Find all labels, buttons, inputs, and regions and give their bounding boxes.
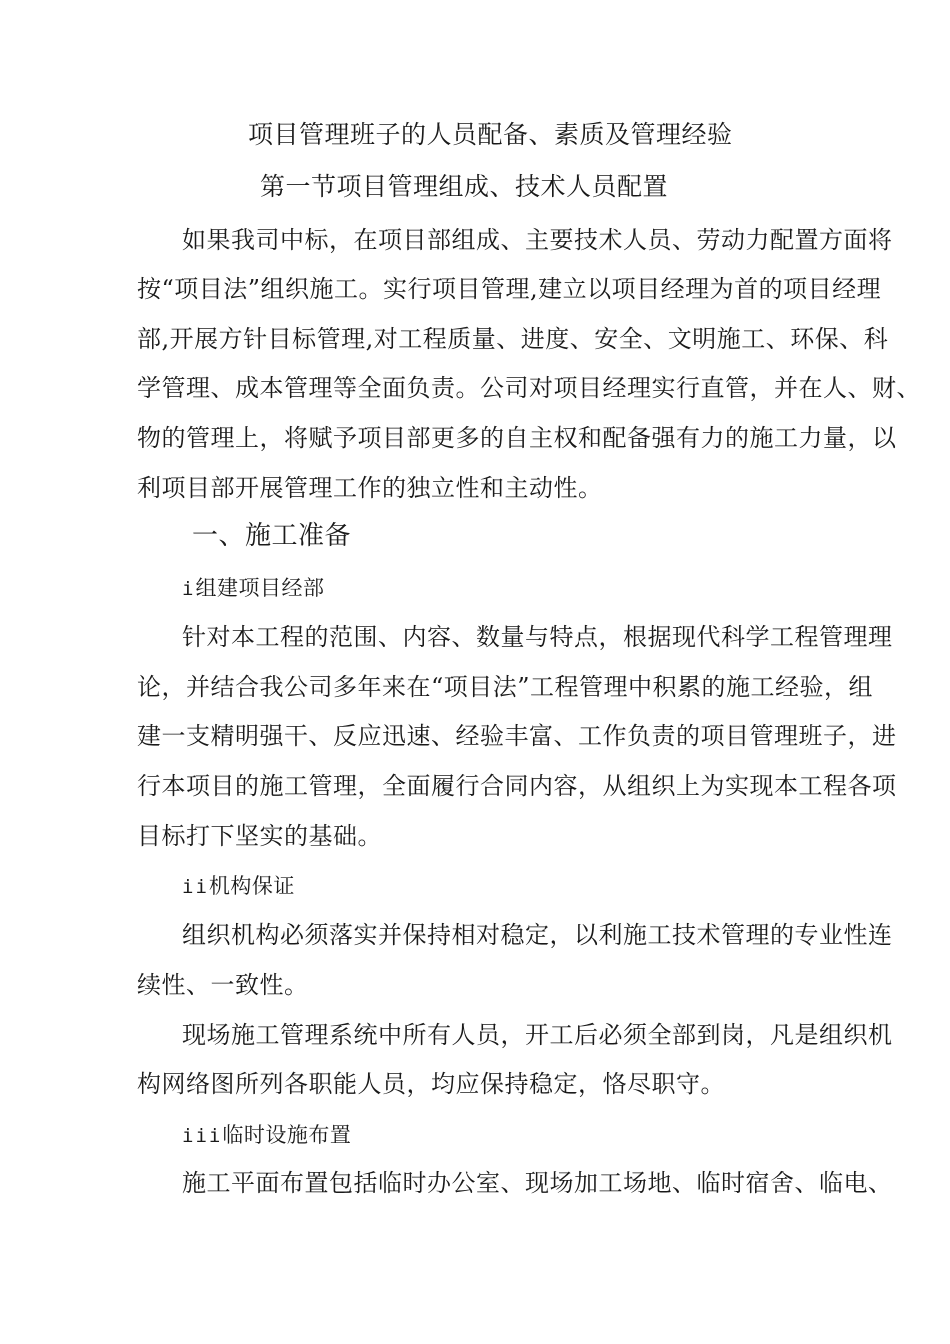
intro-line: 学管理、成本管理等全面负责。公司对项目经理实行直管，并在人、财、 [137,374,921,402]
paragraph-line: 组织机构必须落实并保持相对稳定，以利施工技术管理的专业性连 [182,921,893,949]
paragraph-line: 续性、一致性。 [137,971,309,999]
subheading-label: 机构保证 [208,874,295,898]
paragraph-line: 构网络图所列各职能人员，均应保持稳定，恪尽职守。 [137,1070,725,1098]
subheading-number: iii [182,1125,223,1147]
subheading-3 [182,1120,351,1151]
paragraph-line: 针对本工程的范围、内容、数量与特点，根据现代科学工程管理理 [182,623,893,651]
paragraph-line: 论，并结合我公司多年来在“项目法”工程管理中积累的施工经验，组 [137,673,874,701]
paragraph-line: 现场施工管理系统中所有人员，开工后必须全部到岗，凡是组织机 [182,1021,893,1049]
paragraph-line: 目标打下坚实的基础。 [137,822,382,850]
intro-line: 如果我司中标，在项目部组成、主要技术人员、劳动力配置方面将 [182,226,893,254]
intro-line: 部,开展方针目标管理,对工程质量、进度、安全、文明施工、环保、科 [137,325,889,353]
subheading-number: ii [182,876,209,898]
heading-construction-prep: 一、施工准备 [192,521,352,551]
intro-line: 按“项目法”组织施工。实行项目管理,建立以项目经理为首的项目经理 [137,275,882,303]
intro-line: 物的管理上，将赋予项目部更多的自主权和配备强有力的施工力量，以 [137,424,897,452]
paragraph-line: 施工平面布置包括临时办公室、现场加工场地、临时宿舍、临电、 [182,1169,893,1197]
subheading-label: 组建项目经部 [195,576,325,600]
paragraph-line: 行本项目的施工管理，全面履行合同内容，从组织上为实现本工程各项 [137,772,897,800]
subheading-2 [182,871,295,902]
section-title: 第一节项目管理组成、技术人员配置 [260,172,669,201]
intro-line: 利项目部开展管理工作的独立性和主动性。 [137,474,603,502]
paragraph-line: 建一支精明强干、反应迅速、经验丰富、工作负责的项目管理班子，进 [137,722,897,750]
subheading-1 [182,573,324,604]
subheading-number: i [182,578,196,600]
document-title: 项目管理班子的人员配备、素质及管理经验 [248,120,733,149]
subheading-label: 临时设施布置 [222,1123,352,1147]
